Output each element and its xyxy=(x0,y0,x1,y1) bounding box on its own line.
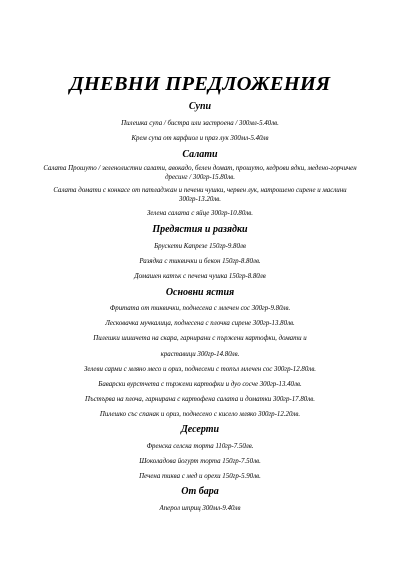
menu-item: Пъстърва на плоча, гарнирана с картофена салата и доматки 300гр-17.80лв. xyxy=(85,396,315,403)
menu-item: Пилешки шишчета на скара, гарнирани с пържени картофки, домати и xyxy=(93,335,307,342)
menu-item: Зелеви сарми с мляно месо и ориз, поднесени с топъл млечен сос 300гр-12.80лв. xyxy=(83,366,317,373)
menu-item: Салата Прошуто / зеленолистни салати, авокадо, белен домат, прошуто, кедрови ядки, медено-горчичен дресинг / 300гр-15.80лв. xyxy=(43,165,357,181)
menu-item: Зелена салата с яйце 300гр-10.80лв. xyxy=(146,210,254,217)
menu-item: Баварски вурстчета с пържени картофки и дуо сосче 300гр-13.40лв. xyxy=(98,381,302,388)
menu-item: Крем супа от карфиол и праз лук 300мл-5.40лв xyxy=(131,135,269,142)
section-heading-bar: От бара xyxy=(181,486,219,497)
section-heading-soups: Супи xyxy=(188,101,212,112)
menu-item: Аперол шприц 300мл-9.40лв xyxy=(159,505,241,512)
menu-item: Печена тиква с мед и орехи 150гр-5.90лв. xyxy=(139,473,261,480)
menu-item: Лесковачка мучкалица, поднесена с плочка сирене 300гр-13.80лв. xyxy=(105,320,295,327)
menu-item: Шоколадова йогурт торта 150гр-7.50лв. xyxy=(139,458,261,465)
section-heading-starters: Предястия и разядки xyxy=(152,224,248,235)
menu-item: Пилешко със спанак и ориз, поднесено с кисело мляко 300гр-12.20лв. xyxy=(99,411,301,418)
menu-item: Фритата от тиквички, поднесена с млечен сос 300гр-9.80лв. xyxy=(109,305,291,312)
menu-item: Френска селска торта 110гр-7.50лв. xyxy=(146,443,254,450)
menu-item: краставици 300гр-14.80лв. xyxy=(160,351,240,358)
page-title: ДНЕВНИ ПРЕДЛОЖЕНИЯ xyxy=(69,73,331,95)
menu-item: Разядка с тиквички и бекон 150гр-8.80лв. xyxy=(139,258,261,265)
section-heading-mains: Основни ястия xyxy=(165,287,235,298)
menu-item: Домашен катък с печена чушка 150гр-8.80лв xyxy=(134,273,266,280)
menu-item: Брускети Капрезе 150гр-9.80лв xyxy=(154,243,246,250)
section-heading-salads: Салати xyxy=(182,149,218,160)
menu-item: Салата домати с конкасе от патладжан и печени чушки, червен лук, натрошено сирене и маслини 300гр-13.20лв. xyxy=(53,187,347,203)
menu-item: Пилешка супа / бистра или застроена / 300мл-5.40лв. xyxy=(121,120,279,127)
section-heading-desserts: Десерти xyxy=(180,424,220,435)
